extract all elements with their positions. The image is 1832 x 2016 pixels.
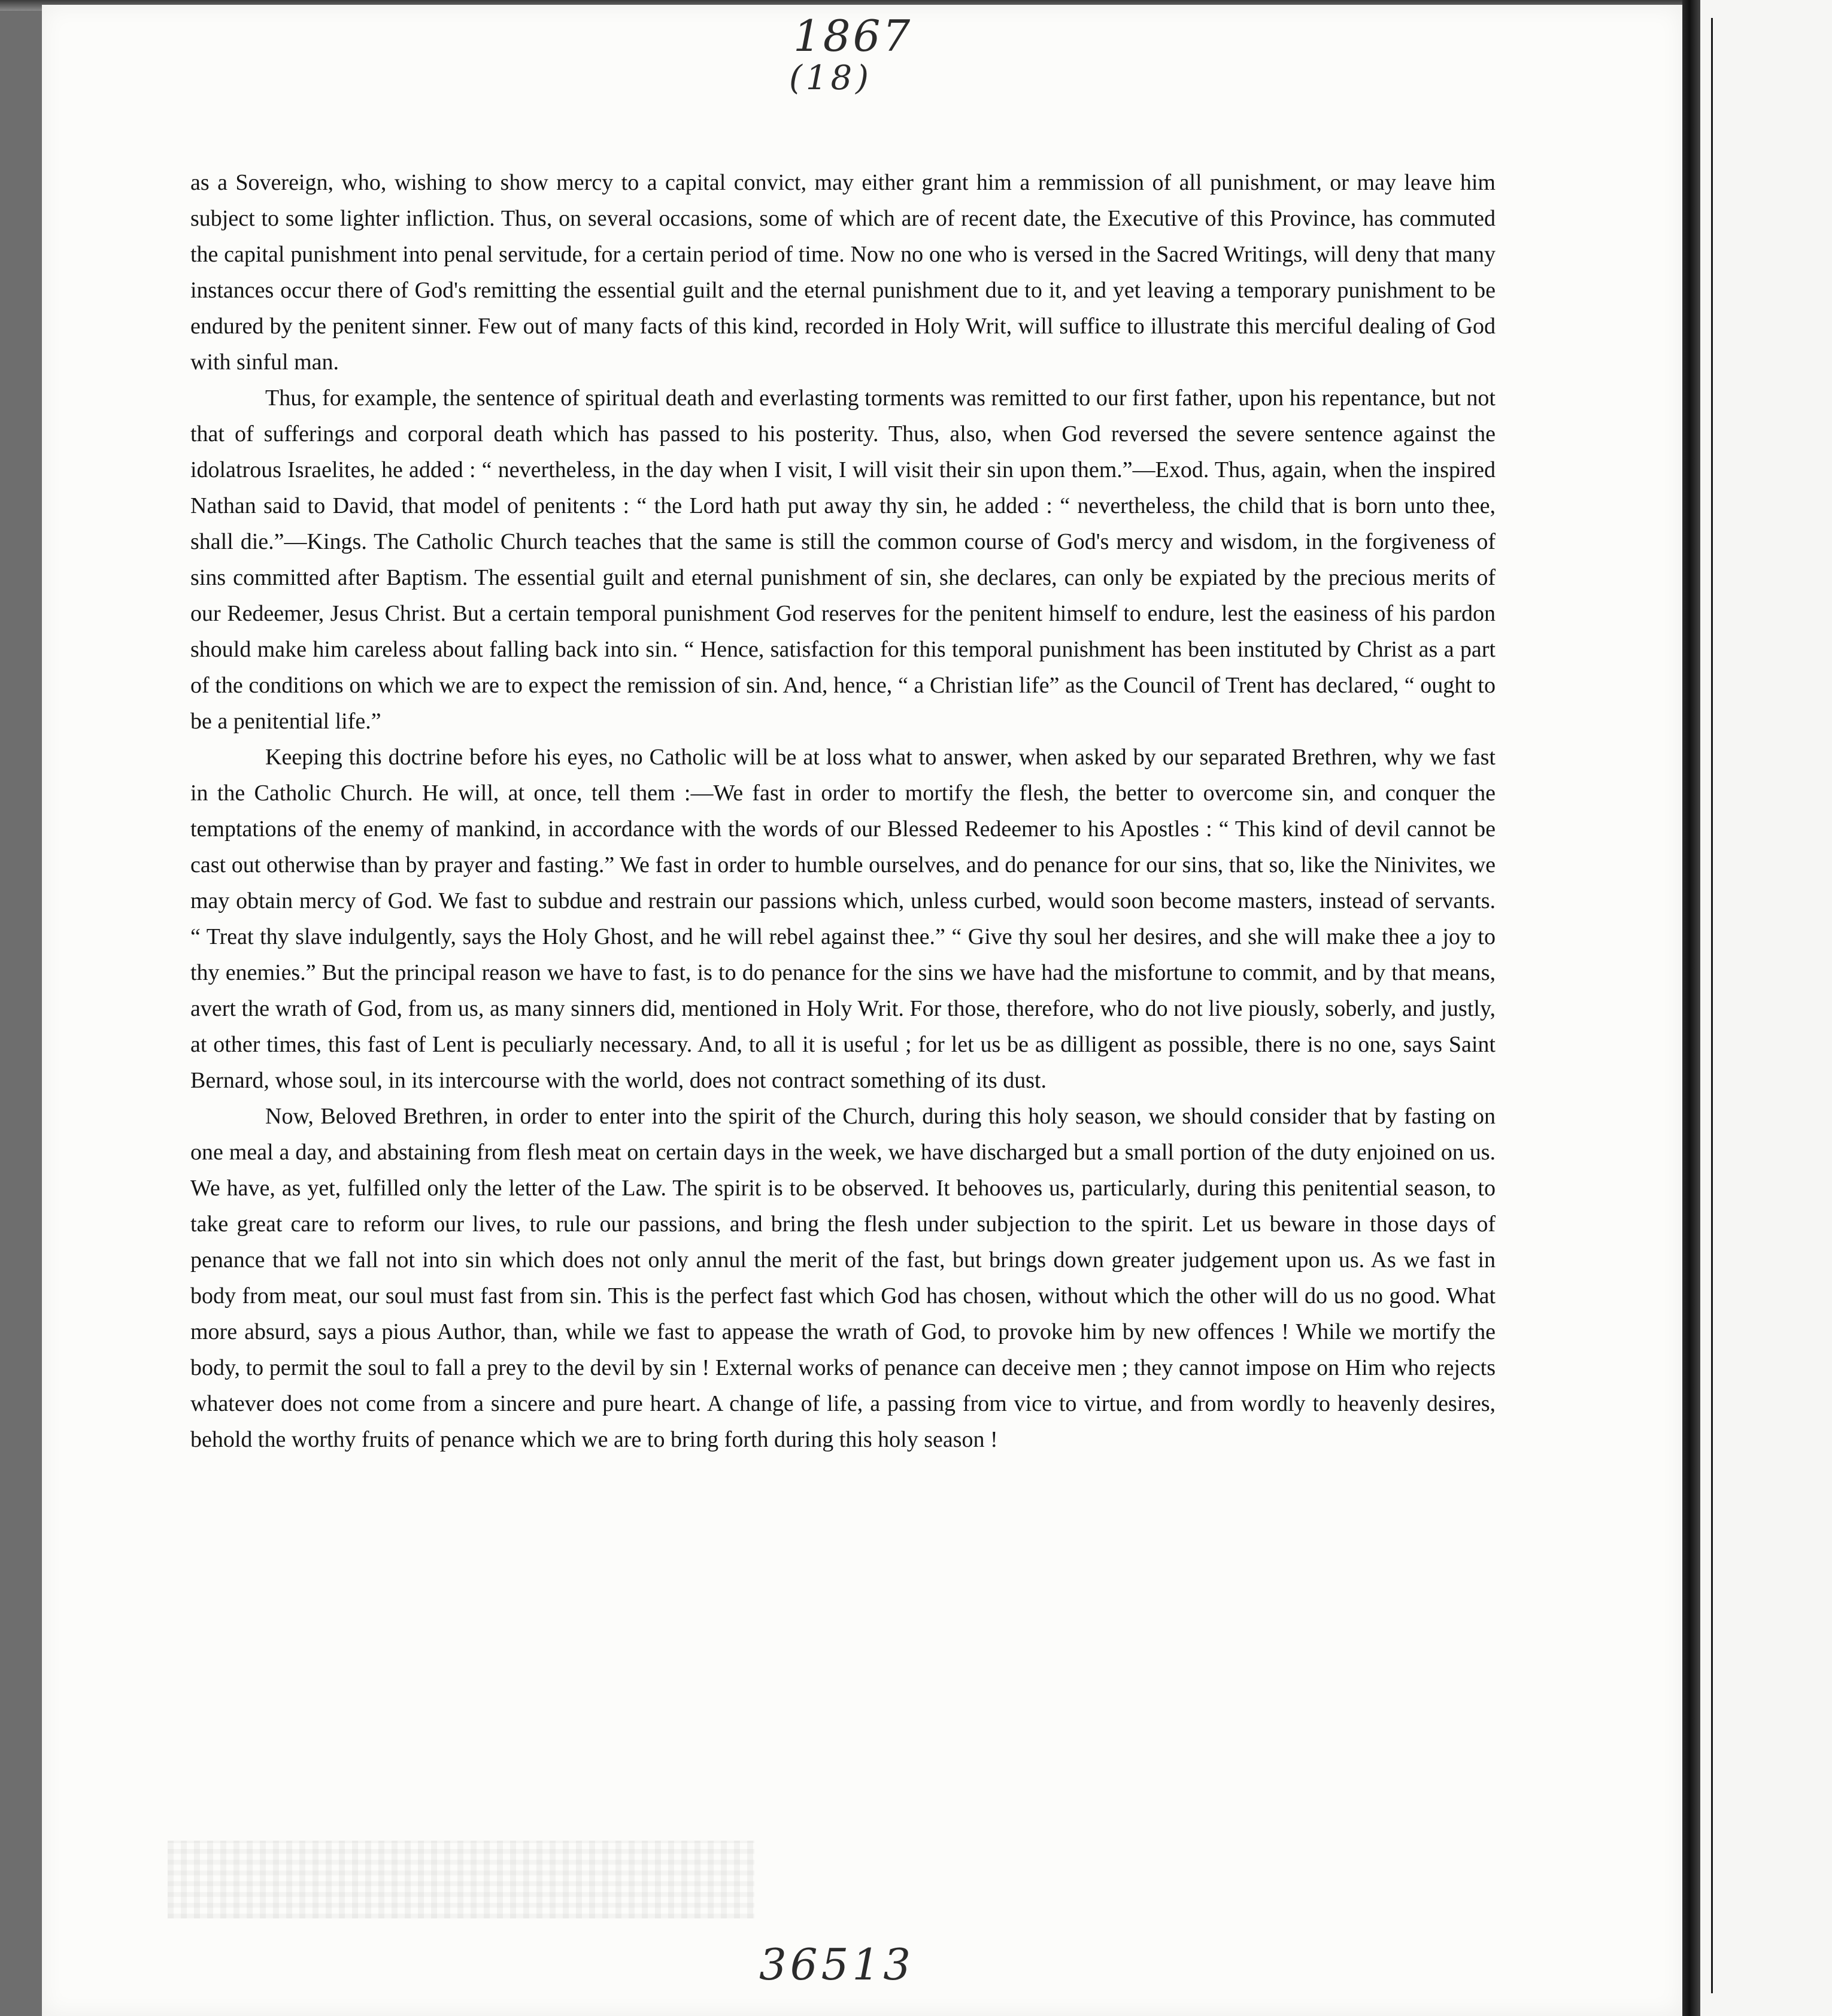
paragraph-1: as a Sovereign, who, wishing to show mercy to a capital convict, may either grant him a remmission of all punishment, or may leave him subject to some lighter infliction. Thus, on several occasions, some of which are of recent date, the Executive of this Province, has commuted the capital punishment into penal servitude, for a certain period of time. Now no one who is versed in the Sacred Writings, will deny that many instances occur there of God's remitting the essential guilt and the eternal punishment due to it, and yet leaving a temporary punishment to be endured by the penitent sinner. Few out of many facts of this kind, recorded in Holy Writ, will suffice to illustrate this merciful dealing of God with sinful man. (190, 170, 1496, 375)
faded-archive-stamp (168, 1841, 754, 1918)
body-text (190, 165, 1496, 1458)
adjacent-page-edge (1700, 0, 1832, 2016)
adjacent-page-rule (1711, 18, 1713, 1993)
paragraph-2: Thus, for example, the sentence of spiritual death and everlasting torments was remitted to our first father, upon his repentance, but not that of sufferings and corporal death which has passed to his posterity. Thus, also, when God reversed the severe sentence against the idolatrous Israelites, he added : “ nevertheless, in the day when I visit, I will visit their sin upon them.”—Exod. Thus, again, when the inspired Nathan said to David, that model of penitents : “ the Lord hath put away thy sin, he added : “ nevertheless, the child that is born unto thee, shall die.”—Kings. The Catholic Church teaches that the same is still the common course of God's mercy and wisdom, in the forgiveness of sins committed after Baptism. The essential guilt and eternal punishment of sin, she declares, can only be expiated by the precious merits of our Redeemer, Jesus Christ. But a certain temporal punishment God reserves for the penitent himself to endure, lest the easiness of his pardon should make him careless about falling back into sin. “ Hence, satisfaction for this temporal punishment has been instituted by Christ as a part of the conditions on which we are to expect the remission of sin. And, hence, “ a Christian life” as the Council of Trent has declared, “ ought to be a penitential life.” (190, 385, 1496, 734)
page-gutter (1682, 0, 1700, 2016)
handwritten-folio: (18) (789, 59, 872, 98)
paragraph-4: Now, Beloved Brethren, in order to enter into the spirit of the Church, during this holy season, we should consider that by fasting on one meal a day, and abstaining from flesh meat on certain days in the week, we have discharged but a small portion of the duty enjoined on us. We have, as yet, fulfilled only the letter of the Law. The spirit is to be observed. It behooves us, particularly, during this penitential season, to take great care to reform our lives, to rule our passions, and bring the flesh under subjection to the spirit. Let us beware in those days of penance that we fall not into sin which does not only annul the merit of the fast, but brings down greater judgement upon us. As we fast in body from meat, our soul must fast from sin. This is the perfect fast which God has chosen, without which the other will do us no good. What more absurd, says a pious Author, than, while we fast to appease the wrath of God, to provoke him by new offences ! While we mortify the body, to permit the soul to fall a prey to the devil by sin ! External works of penance can deceive men ; they cannot impose on Him who rejects whatever does not come from a sincere and pure heart. A change of life, a passing from vice to virtue, and from wordly to heavenly desires, behold the worthy fruits of penance which we are to bring forth during this holy season ! (190, 1104, 1496, 1452)
handwritten-year: 1867 (793, 11, 913, 61)
handwritten-accession-number: 36513 (759, 1939, 915, 1990)
paragraph-3: Keeping this doctrine before his eyes, no Catholic will be at loss what to answer, when asked by our separated Brethren, why we fast in the Catholic Church. He will, at once, tell them :—We fast in order to mortify the flesh, the better to overcome sin, and conquer the temptations of the enemy of mankind, in accordance with the words of our Blessed Redeemer to his Apostles : “ This kind of devil cannot be cast out otherwise than by prayer and fasting.” We fast in order to humble ourselves, and do penance for our sins, that so, like the Ninivites, we may obtain mercy of God. We fast to subdue and restrain our passions which, unless curbed, would soon become masters, instead of servants. “ Treat thy slave indulgently, says the Holy Ghost, and he will rebel against thee.” “ Give thy soul her desires, and she will make thee a joy to thy enemies.” But the principal reason we have to fast, is to do penance for the sins we have had the misfortune to commit, and by that means, avert the wrath of God, from us, as many sinners did, mentioned in Holy Writ. For those, therefore, who do not live piously, soberly, and justly, at other times, this fast of Lent is peculiarly necessary. And, to all it is useful ; for let us be as dilligent as possible, there is no one, says Saint Bernard, whose soul, in its intercourse with the world, does not contract something of its dust. (190, 745, 1496, 1093)
